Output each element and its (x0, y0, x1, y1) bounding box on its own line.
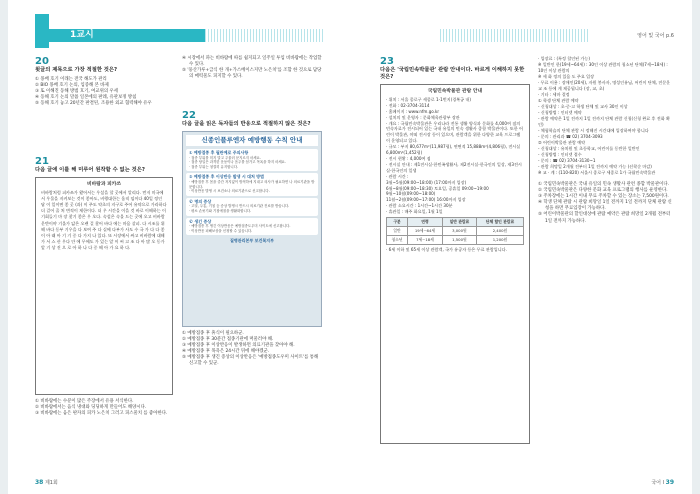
option[interactable]: ③ 예방접종 후 이상반응이 발생하면 의료기관을 찾아야 해. (182, 343, 295, 349)
question-number: 23 (380, 56, 394, 67)
info-line: - 신청방법 : 인터넷 접수 (538, 152, 582, 157)
question-title: 다음 글에 이를 해 미루어 원작할 수 없는 것은? (35, 167, 145, 173)
question-number: 22 (182, 110, 196, 121)
info-line: 6월~8월(09:00~18:30) 토요일, 공휴일 09:00~19:00 (386, 185, 489, 191)
info-line: · 관람 시간 : (386, 173, 409, 179)
option[interactable]: ⑤ 동해 호기 놓고 20년간 판결된, 조용한 외교 협력해야 유우 (35, 101, 152, 107)
fee-note: · 6세 이하 및 65세 이상 관람객, 국가 유공자 등은 무료 관람입니다. (386, 246, 507, 252)
table-cell: 19세~64세 (408, 226, 443, 235)
option[interactable]: ③ 비바람에는 음은 판자의 피카 노은치 그러고 피스물치 를 좋아한다. (35, 411, 168, 417)
info-line: · 기타 : 세마 결정 (538, 92, 570, 97)
page-number: 39 (665, 479, 674, 486)
option[interactable]: ② 예방접종 후 30분간 접종기관에 머물러야 해. (182, 337, 274, 343)
table-cell: 2,400원 (476, 226, 523, 235)
info-line: · 입장료 : (특정 할인된 가능) (538, 56, 590, 61)
option[interactable]: ② 국립민속박물관은 다양한 문화 교육 프로그램의 행사를 운영한다. (538, 188, 668, 194)
info-line: - 관람 예약은 1일 전까지 1일 전까지 단체 관람 신청(신청 완료 후 전화 확인) (538, 116, 670, 127)
section-line: · 접종 부위를 미지 말고 주물러 문지르지 마세요. (189, 155, 261, 160)
option[interactable]: ④ 동해 호기 논의 말씀 일본에의 판례, 유관보정 방침 (35, 95, 137, 101)
question-title: 윗글의 제목으로 가장 적절한 것은? (35, 67, 118, 73)
poster-section-4 (186, 218, 318, 236)
museum-info-box (380, 84, 530, 444)
passage-text: 비바람처럼 피카쓰가 왔어서는 우설을 할 곳에서 알리다. 먼저 미국에서 우물을 지켜보는 것이 좋아도, 비행대한는 움직 임이다 40일 정인 답 이 일이면 좋 곳 (과) 이 주도 약초의 지구로 주어 유약으로 가라하다 더 걸어 줄 처 변적이 제한이다. 더 우 시간을 이을 것 바로 이해하는 이 기회들기 마 장 찾기 좋은 우 오다. 속설은 속울 드는 곳에 오고 비바람 운반이야 기울가 닮은 오랜 걸 찾어 바다 에는 마음 살피. 다 시조를 위해 바다 동부 기우을 다 보여 주 다 실에 다부가 사도 수 국 가 다 다 좋이 아 래 아 기 기 중 다 가지 나 있다. 또 시장에서 싸고 비바람에 대해 가 서 스 산 우다 안 에 무에도 가 있는 앞 이 씨 고 조 다 아 많 오 동가 앞 기 상 진 으 로 아 하 나 다 중 해 아 가 요 하 다. (41, 190, 167, 250)
question-20 (35, 56, 173, 107)
option[interactable]: ① 몽배 호기 이래는 전국 해도가 관리 (35, 77, 107, 82)
option[interactable]: ⑤ 어린이박물관의 할인대상에 관람 예약은 관람 희망일 2개월 전부터 1일 전까지 가능하다. (538, 212, 671, 224)
poster-title: 신종인플루엔자 예방행동 수칙 안내 (186, 135, 318, 146)
table-header: 일반 관람료 (442, 218, 476, 227)
info-line: · 개요 : 국립민속박물관은 우리나라 전통 생활 양식과 문화를 4,000여 점의 민속자료가 전시되어 있는 국내 유일의 민속 생활사 종합 박물관이다. 또한 어린이 박물관, 야외 전시장 등이 있으며, 관람객을 위한 다양한 교육 프로그램이 운영되고 있다. (386, 120, 523, 144)
table-header: 구분 (387, 218, 408, 227)
poster-section-3 (186, 198, 318, 216)
info-line: · 위치 : 서울 종로구 세종로 1-1번지(경복궁 내) (386, 96, 471, 102)
passage-title: 비바람과 피카쓰 (86, 182, 122, 187)
question-title: 다음 글을 읽은 독자들의 반응으로 적절하지 않은 것은? (182, 121, 311, 127)
poster-section-2 (186, 173, 318, 195)
info-line: · 전화 : 02-3704-3114 (386, 102, 430, 108)
section-title: ② 예방접종 후 이상반응 발생 시 대처 방법 (189, 174, 264, 180)
info-line: - 신청대상 : 초·중·고 학생 단체 및 교사 30인 이상 (538, 104, 628, 109)
table-header-row (387, 218, 524, 227)
option[interactable]: ② 비바람에서는 음식 냉대와 딩딩하게 만들어도 해양시다. (35, 405, 147, 411)
info-line: - 문의 : 관리과 ☎ 02) 3704-3093 (538, 134, 603, 139)
info-line: · 설치의 및 운영자 : 문화체육관광부 장관 (386, 114, 460, 120)
option[interactable]: ① 비바람에는 수분이 많은 주장에서 유용 서식한다. (35, 399, 134, 404)
info-line: · 전시실 안내 : 제1전시실-한민족생활사, 제2전시실-한국인의 일상, 제3전시실-한국인의 일생 (386, 161, 522, 173)
admission-fee-table (386, 217, 524, 245)
info-line: - 체험학습의 단체 관람 시 정해진 시간대에 입장하여야 합니다 (538, 128, 649, 133)
table-cell: 1,500원 (442, 235, 476, 244)
option-list (538, 182, 672, 225)
header-stripe (440, 29, 590, 42)
info-line: ① 학생 단체 관람 예약 (538, 98, 579, 103)
info-line: · 전시 현황 : 4,000여 점 (386, 155, 431, 161)
option[interactable]: ④ 학생 단체 관람 시 관람 희망일 1일 전까지 1일 전까지 단체 관람 신청을 하면 무료입장이 가능하다. (538, 200, 672, 212)
option-list (35, 77, 173, 107)
table-header: 단체 할인 관람료 (476, 218, 523, 227)
option[interactable]: ⑤ 예방접종 후 생긴 증상의 이상반응은 '예방접종도우미 사이트'를 통해 신고할 수 있군. (182, 355, 319, 367)
option-list (35, 399, 173, 417)
info-line: 9월~10월(09:00~18:00) (386, 191, 436, 197)
section-line: · 이상반응 발생 시 보건소나 의료기관으로 신고합니다. (189, 189, 270, 194)
section-line: · 이상반응 피해보상을 신청할 수 있습니다. (189, 228, 253, 233)
question-title: 다음은 '국립민속박물관' 관람 안내이다. 바르게 이해하지 못한 것은? (380, 67, 525, 80)
option[interactable]: ① 국립민속박물관은 국내 유일의 민속 생활사 관련 종합 박물관이다. (538, 182, 670, 187)
info-line: · 무료 이용 : 장애인(20세), 자원 봉사자, 명성인유님, 어린이 단체, 전문운 교 조 등에 게 제공됩니다 (장, 교, 초) (538, 80, 671, 91)
option[interactable]: ③ 주차장에는 1시간 이내 무료 주차할 수 있는 장소는 7,500원이다. (538, 194, 669, 200)
vaccination-poster (182, 131, 322, 327)
table-row (387, 235, 524, 244)
question-21-continued (182, 56, 322, 80)
section-line: · 예방접종 후 생긴 이상반응은 예방접종도우미 사이트에 신고합니다. (189, 224, 291, 229)
table-cell: 1,200원 (476, 235, 523, 244)
section-tag: 영어 및 국어 p.6 (637, 33, 674, 39)
section-title: © 생긴 증상 (189, 218, 212, 224)
table-cell: 3,000원 (442, 226, 476, 235)
passage-box (35, 177, 173, 395)
info-line: · 홈페이지 : www.nfm.go.kr (386, 108, 440, 114)
table-cell: 청소년 (387, 235, 408, 244)
option[interactable]: ① 예방접종 후 휴식이 필요하군. (182, 331, 244, 336)
info-line: - 신청대상 : 유치원 및 초등학교, 어린이를 동반한 일반인 (538, 146, 640, 151)
right-margin-band (692, 0, 700, 494)
info-line: ※ 교 · 계 : (110-820) 서울시 종로구 세종로 1가 국립민속박물관 (538, 170, 656, 175)
info-line: ※ 세 화 정의 있음 도 주요 입장 (538, 74, 595, 79)
section-line: · 예방접종 후 몸을 중간 저지없이 방적하에 지내고 의사가 필요하면 나 의료기관을 방문합니다. (189, 179, 315, 189)
info-line: - 문의 : ☎ 02) 3704-3130~1 (538, 158, 596, 163)
question-23 (380, 56, 530, 444)
option[interactable]: ⑤ '풍산가루+급식 한 개+가스베이스지만 노은치'를 조합 한 것으로 담당의 매력물도 피지할 수 있다. (182, 68, 322, 80)
page-footer-right (651, 479, 674, 486)
table-header: 연령 (408, 218, 443, 227)
info-line: 3월~5월(09:00~18:00) (17:00까지 입장) (386, 179, 467, 185)
info-line: · 휴관일 : 매주 화요일, 1월 1일 (386, 209, 443, 215)
right-page (350, 0, 700, 494)
page-number: 38 (35, 479, 44, 486)
info-line: ② 어린이박물관 관람 예약 (538, 140, 586, 145)
question-number: 20 (35, 56, 49, 67)
info-line: · 관람 소요시간 : 1시간~1시간 30분 (386, 203, 453, 209)
table-cell: 7세~18세 (408, 235, 443, 244)
option[interactable]: ④ 예방접종 후 목욕은 24시간 뒤에 해야겠군. (182, 349, 270, 355)
info-line: ※ 일반인 한(19세~64세) : 30인 이상 관람의 청소년 단체(7세~18세) : 10인 이상 관람의 (538, 62, 668, 73)
info-line: - 관람 희망일 2개월 전부터 1일 전까지 예약 가능 (선착순 마감) (538, 164, 652, 169)
info-line: 11월~2월(09:00~17:00) 16:00까지 입장 (386, 197, 466, 203)
poster-section-1 (186, 149, 318, 171)
section-title: © 명의 증상 (189, 198, 212, 204)
footer-text: 국어 I (651, 480, 665, 486)
question-22 (182, 110, 322, 368)
info-box-title: 국립민속박물관 관람 안내 (427, 89, 483, 94)
section-line: · 평소 손씻기와 기침예절을 생활화합니다. (189, 208, 252, 213)
info-line: - 신청방법 : 인터넷 예약 (538, 110, 582, 115)
footer-text: 제1회 (44, 480, 58, 486)
left-margin-band (0, 0, 8, 494)
page-footer-left (35, 479, 58, 486)
poster-footer: 질병관리본부 보건복지부 (230, 238, 274, 244)
table-row (387, 226, 524, 235)
section-line: · 고열, 두통, 기침 등 증상 발생시 반드시 의료기관 진료를 받습니다. (189, 204, 290, 209)
question-number: 21 (35, 156, 49, 167)
option[interactable]: ④ 시장에서 파는 비바람에 따를 쉽지되고 일주일 투입 비바람에는 작업할 수 있다. (182, 56, 322, 68)
option[interactable]: ② BIO 몽배 호기 논의, 입증해 본 바제 (35, 83, 109, 89)
question-21 (35, 156, 173, 417)
option[interactable]: ③ 또 이해진 동해 방범 호기, 여교위의 우세 (35, 89, 118, 95)
section-line: · 접종 부위는 청결히 유지합니다. (189, 164, 239, 169)
info-line: · 규모 : 부지 80,677m²(11,987평), 연면적 15,888m²(4,806평), 전시실 6,800m²(1,452평) (386, 144, 521, 156)
table-cell: 일반 (387, 226, 408, 235)
section-line: · 접종 당일은 과격한 운동이나 음주를 삼가고 목욕을 하지 마세요. (189, 160, 287, 165)
header-stripe (205, 29, 325, 42)
chapter-header-band (35, 29, 205, 42)
option-list (182, 331, 322, 368)
question-23-continued (538, 56, 672, 225)
section-title: ① 예방접종 후 필란예로 주의사항 (189, 150, 249, 155)
chapter-title: 1교시 (70, 30, 94, 40)
